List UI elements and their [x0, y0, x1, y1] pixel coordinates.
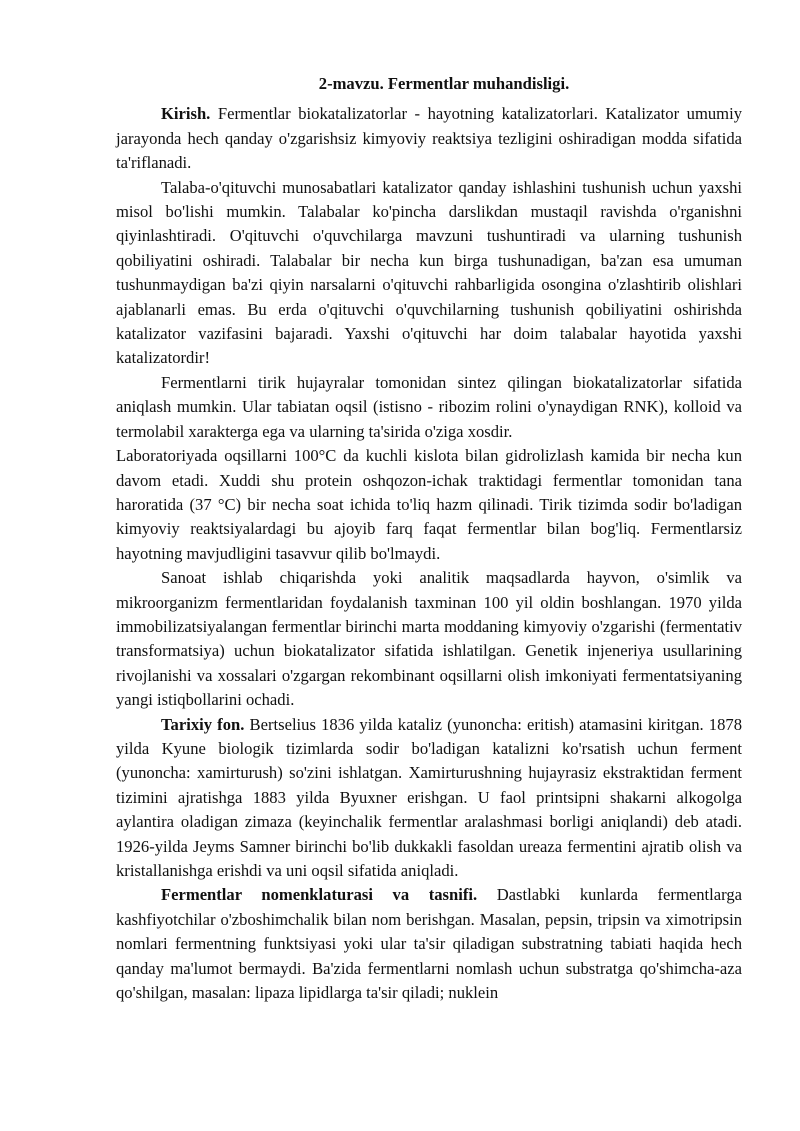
- paragraph-industrial-use: [116, 566, 742, 712]
- paragraph-introduction: [116, 102, 742, 175]
- paragraph-history: [116, 713, 742, 884]
- paragraph-text: Sanoat ishlab chiqarishda yoki analitik maqsadlarda hayvon, o'simlik va mikroorganizm fermentlaridan foydalanish taxminan 100 yil oldin boshlangan. 1970 yilda immobilizatsiyalangan fermentlar birinchi marta moddaning kimyoviy o'zgarishi (fermentativ transformatsiya) uchun biokatalizator sifatida ishlatilgan. Genetik injeneriya usullarining rivojlanishi va xossalari o'zgargan rekombinant oqsillarni olish imkoniyati fermentatsiyaning yangi istiqbollarini ochadi.: [116, 568, 742, 710]
- paragraph-text: Talaba-o'qituvchi munosabatlari katalizator qanday ishlashini tushunish uchun yaxshi misol bo'lishi mumkin. Talabalar ko'pincha darslikdan mustaqil ravishda o'rganishni qiyinlashtiradi. O'qituvchi o'quvchilarga mavzuni tushuntiradi va ularning tushunish qobiliyatini oshiradi. Talabalar bir necha kun birga tushunadigan, ba'zan esa umuman tushunmaydigan ba'zi qiyin narsalarni o'qituvchi rahbarligida osongina o'zlashtirib olishlari ajablanarli emas. Bu erda o'qituvchi o'quvchilarning tushunish qobiliyatini oshirishda katalizator vazifasini bajaradi. Yaxshi o'qituvchi har doim talabalar hayotida yaxshi katalizatordir!: [116, 177, 742, 368]
- paragraph-text: Dastlabki kunlarda fermentlarga kashfiyotchilar o'zboshimchalik bilan nom berishgan. Masalan, pepsin, tripsin va ximotripsin nomlari fermentning funktsiyasi yoki ular ta'sir qiladigan substratning tabiati haqida hech qanday ma'lumot bermaydi. Ba'zida fermentlarni nomlash uchun substratga qo'shimcha-aza qo'shilgan, masalan: lipaza lipidlarga ta'sir qiladi; nuklein: [116, 885, 742, 1003]
- paragraph-laboratory: [116, 444, 742, 566]
- paragraph-teacher-analogy: [116, 176, 742, 371]
- paragraph-enzyme-definition: [116, 371, 742, 444]
- paragraph-text: Fermentlarni tirik hujayralar tomonidan sintez qilingan biokatalizatorlar sifatida aniqlash mumkin. Ular tabiatan oqsil (istisno - ribozim rolini o'ynaydigan RNK), kolloid va termolabil xarakterga ega va ularning ta'sirida o'ziga xosdir.: [116, 372, 742, 441]
- paragraph-nomenclature: [116, 883, 742, 1005]
- section-heading-introduction: Kirish.: [161, 104, 211, 124]
- document-title: 2-mavzu. Fermentlar muhandisligi.: [318, 74, 570, 93]
- section-heading-nomenclature: Fermentlar nomenklaturasi va tasnifi.: [161, 885, 478, 905]
- paragraph-text: Laboratoriyada oqsillarni 100°C da kuchli kislota bilan gidrolizlash kamida bir necha kun davom etadi. Xuddi shu protein oshqozon-ichak traktidagi fermentlar tomonidan tana haroratida (37 °C) bir necha soat ichida to'liq hazm qilinadi. Tirik tizimda sodir bo'ladigan kimyoviy reaktsiyalardagi bu ajoyib farq faqat fermentlar bilan bog'liq. Fermentlarsiz hayotning mavjudligini tasavvur qilib bo'lmaydi.: [116, 446, 742, 563]
- paragraph-text: Bertselius 1836 yilda kataliz (yunoncha: eritish) atamasini kiritgan. 1878 yilda Kyune biologik tizimlarda sodir bo'ladigan katalizni ko'rsatish uchun ferment (yunoncha: xamirturush) so'zini ishlatgan. Xamirturushning hujayrasiz ekstraktidan ferment tizimini ajratishga 1883 yilda Byuxner erishgan. U faol printsipni shakarni alkogolga aylantira oladigan zimaza (keyinchalik fermentlar aralashmasi borligi aniqlandi) deb atadi. 1926-yilda Jeyms Samner birinchi bo'lib dukkakli fasoldan ureaza fermentini ajratib olish va kristallanishga erishdi va uni oqsil sifatida aniqladi.: [116, 714, 742, 880]
- paragraph-text: Fermentlar biokatalizatorlar - hayotning katalizatorlari. Katalizator umumiy jarayonda hech qanday o'zgarishsiz kimyoviy reaktsiya tezligini oshiradigan modda sifatida ta'riflanadi.: [116, 104, 742, 173]
- document-page: [116, 72, 742, 1005]
- section-heading-history: Tarixiy fon.: [161, 714, 245, 734]
